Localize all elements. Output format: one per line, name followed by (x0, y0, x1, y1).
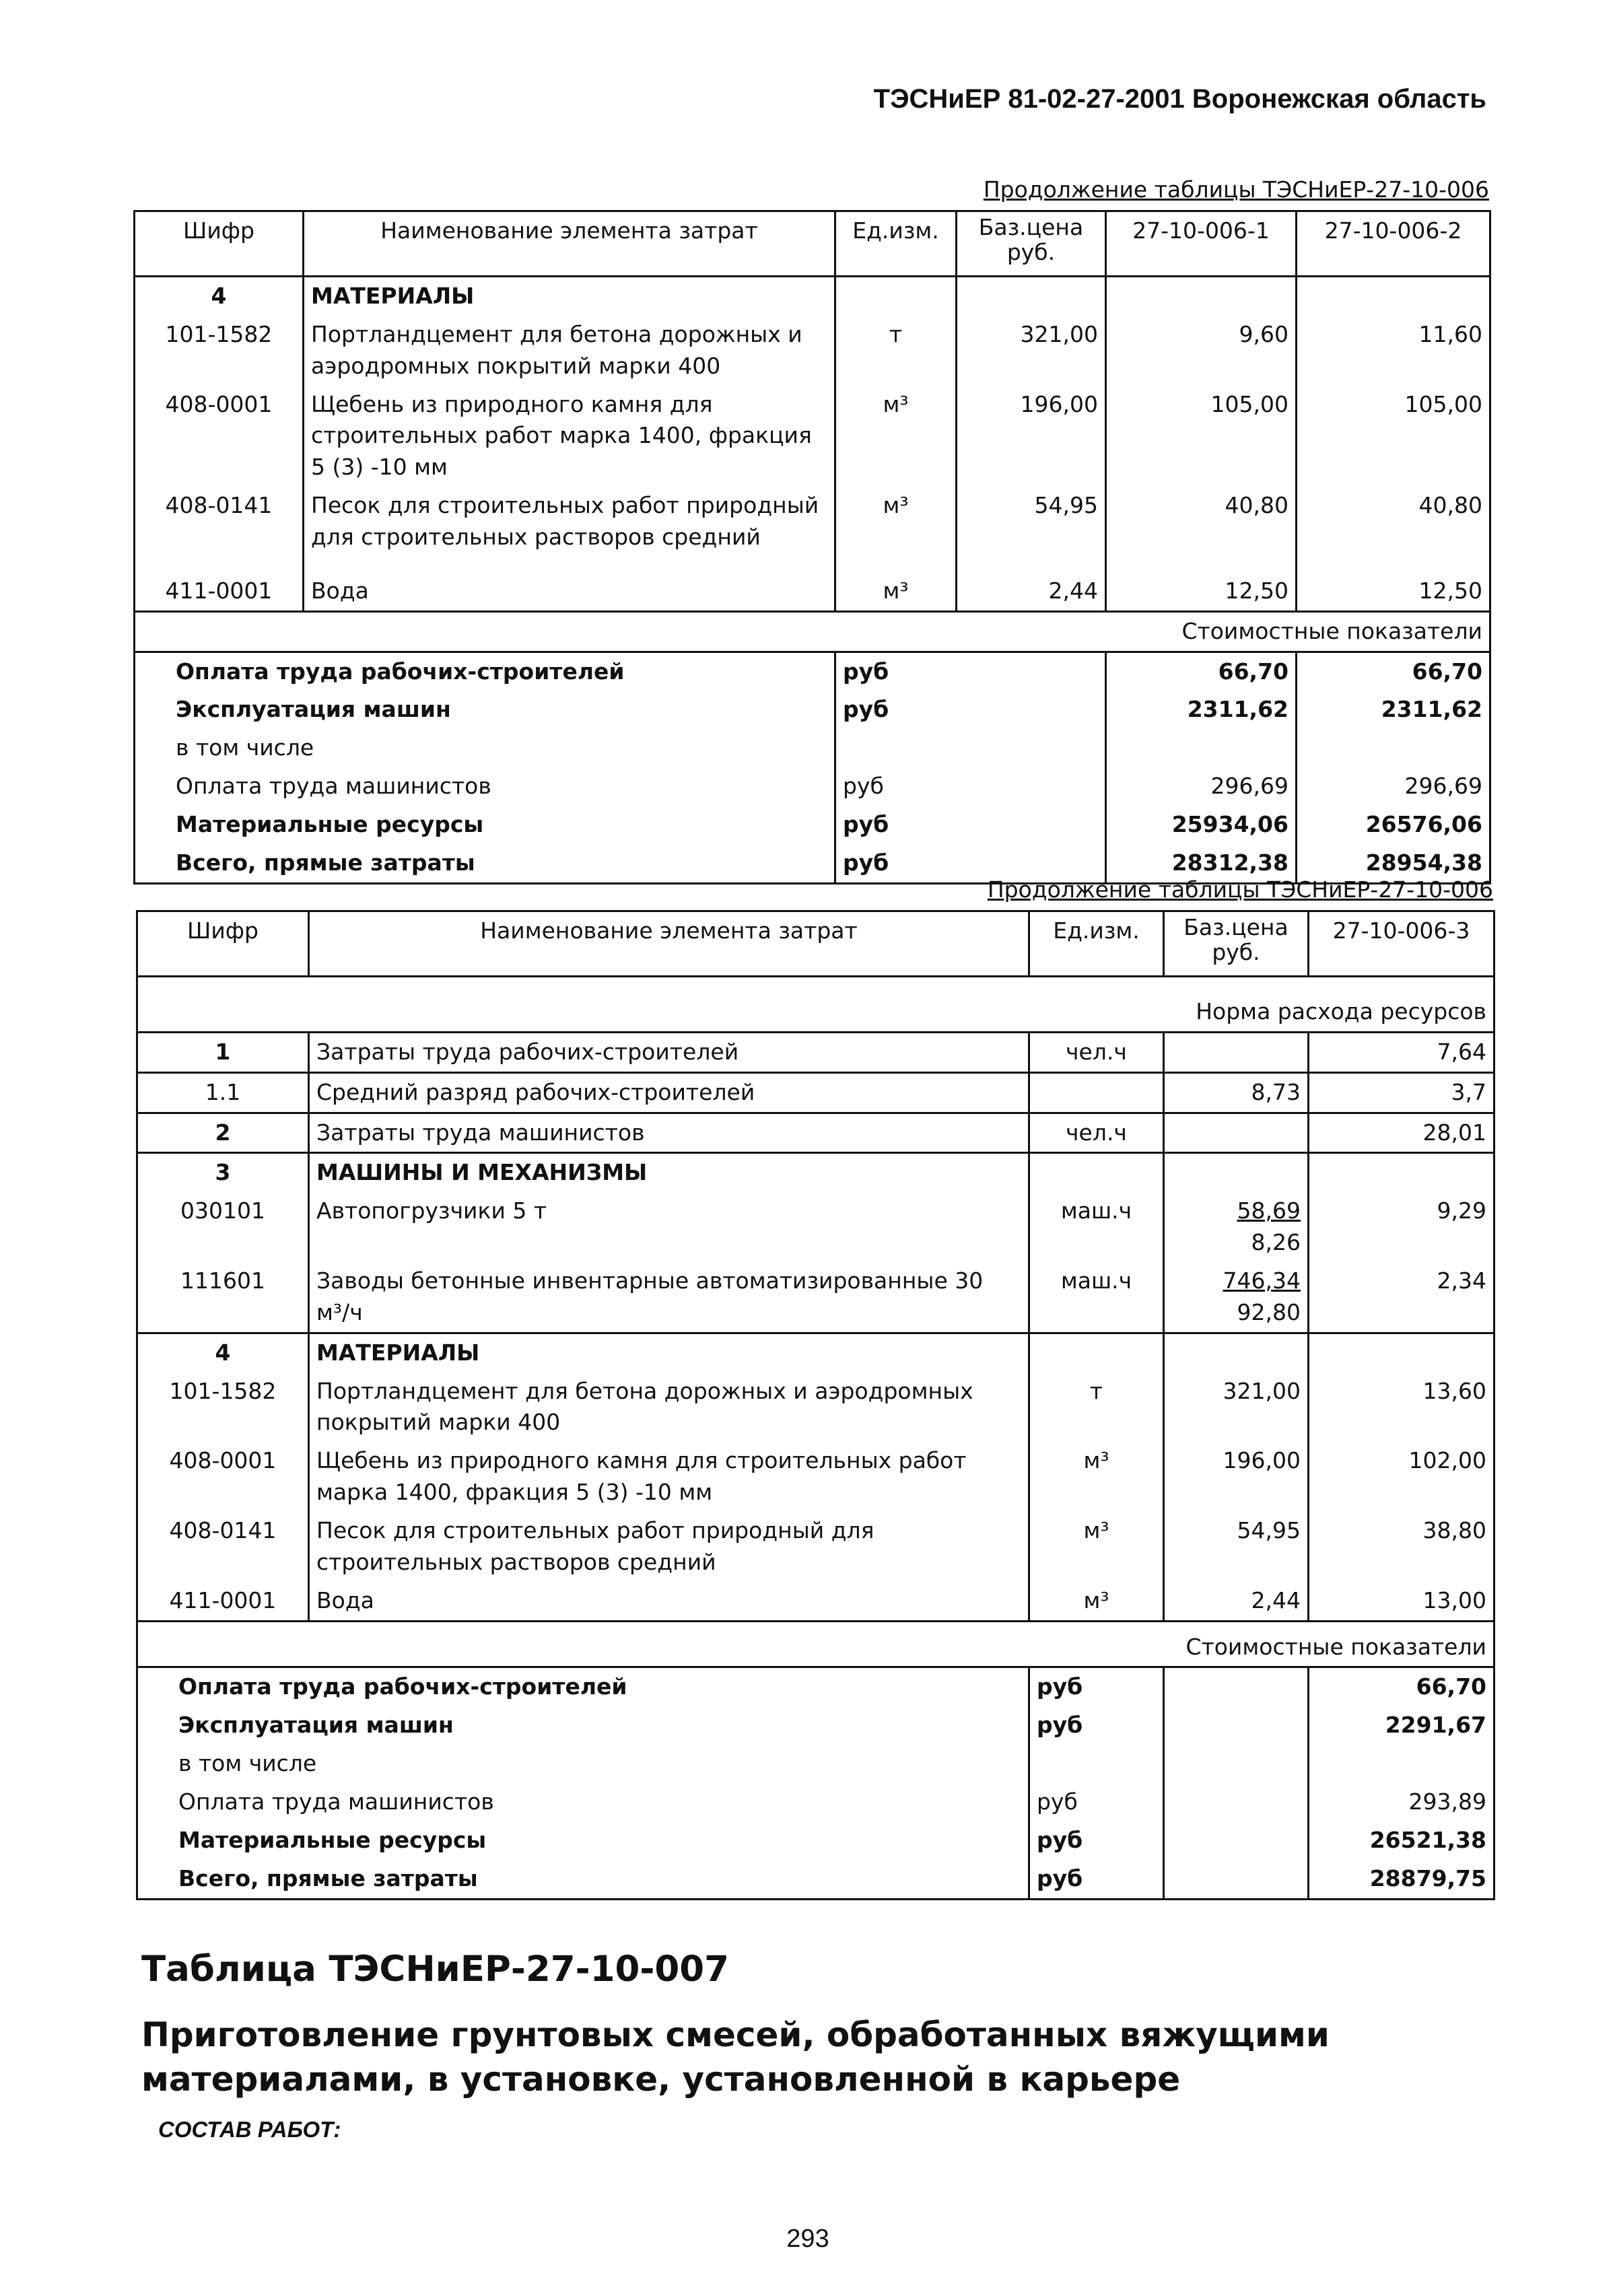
cost-row: в том числе (135, 729, 1490, 767)
price-total: 746,34 (1223, 1267, 1301, 1294)
price-wage: 92,80 (1237, 1298, 1301, 1325)
cost-row: Оплата труда рабочих-строителей руб 66,70 66,70 (135, 652, 1490, 691)
cost-row: Материальные ресурсы руб 25934,06 26576,06 (135, 806, 1490, 844)
section-row: 4 МАТЕРИАЛЫ (137, 1333, 1494, 1372)
table1-caption: Продолжение таблицы ТЭСНиЕР-27-10-006 (983, 176, 1489, 203)
table-subtitle: Приготовление грунтовых смесей, обработанных вяжущими материалами, в установке, установленной в карьере (141, 2015, 1330, 2099)
table1 (133, 210, 1491, 884)
cost-row: Оплата труда рабочих-строителей руб 66,70 (137, 1667, 1494, 1706)
table1-header-row (135, 211, 1490, 277)
table-row: 101-1582 Портландцемент для бетона дорожных и аэродромных покрытий марки 400 т 321,00 13,60 (137, 1372, 1494, 1442)
cost-row: в том числе (137, 1745, 1494, 1783)
section-row: 3 МАШИНЫ И МЕХАНИЗМЫ (137, 1153, 1494, 1192)
table-title: Таблица ТЭСНиЕР-27-10-007 (141, 1949, 729, 1990)
table-row: 408-0141 Песок для строительных работ природный для строительных растворов средний м³ 54,95 38,80 (137, 1512, 1494, 1582)
cost-row: Оплата труда машинистов руб 296,69 296,69 (135, 767, 1490, 806)
col-unit-header: Ед.изм. (1029, 911, 1164, 977)
section-row: 4 МАТЕРИАЛЫ (135, 277, 1490, 316)
cost-row: Всего, прямые затраты руб 28312,38 28954,38 (135, 844, 1490, 883)
col-price-header: Баз.цена руб. (1164, 911, 1309, 977)
table-row: 111601 Заводы бетонные инвентарные автоматизированные 30 м³/ч маш.ч 746,34 92,80 2,34 (137, 1262, 1494, 1333)
price-total: 58,69 (1237, 1197, 1301, 1224)
table-row: 1.1 Средний разряд рабочих-строителей 8,73 3,7 (137, 1072, 1494, 1113)
price-wage: 8,26 (1251, 1229, 1301, 1256)
col-name-header: Наименование элемента затрат (309, 911, 1029, 977)
table-row: 411-0001 Вода м³ 2,44 13,00 (137, 1582, 1494, 1621)
document-header: ТЭСНиЕР 81-02-27-2001 Воронежская область (873, 84, 1486, 114)
table-row: 408-0001 Щебень из природного камня для строительных работ марка 1400, фракция 5 (3) -10 мм м³ 196,00 105,00 105,00 (135, 386, 1490, 487)
norm-header-row: Норма расхода ресурсов (137, 977, 1494, 1033)
work-composition-label: СОСТАВ РАБОТ: (158, 2117, 341, 2142)
table2-header-row (137, 911, 1494, 977)
cost-row: Эксплуатация машин руб 2311,62 2311,62 (135, 691, 1490, 729)
cost-row: Оплата труда машинистов руб 293,89 (137, 1783, 1494, 1821)
col-name-header: Наименование элемента затрат (304, 211, 835, 277)
col-unit-header: Ед.изм. (835, 211, 957, 277)
col-norm3-header: 27-10-006-3 (1309, 911, 1494, 977)
cost-row: Материальные ресурсы руб 26521,38 (137, 1821, 1494, 1860)
col-code-header: Шифр (137, 911, 309, 977)
col-price-header: Баз.цена руб. (957, 211, 1106, 277)
table-row: 1 Затраты труда рабочих-строителей чел.ч 7,64 (137, 1032, 1494, 1072)
table2 (136, 910, 1495, 1900)
table-row: 030101 Автопогрузчики 5 т маш.ч 58,69 8,26 9,29 (137, 1192, 1494, 1262)
table2-caption: Продолжение таблицы ТЭСНиЕР-27-10-006 (987, 876, 1493, 903)
table-row: 408-0141 Песок для строительных работ природный для строительных растворов средний м³ 54,95 40,80 40,80 (135, 487, 1490, 557)
cost-header-row: Стоимостные показатели (137, 1621, 1494, 1667)
col-norm1-header: 27-10-006-1 (1106, 211, 1297, 277)
cost-row: Всего, прямые затраты руб 28879,75 (137, 1860, 1494, 1899)
page-number: 293 (786, 2225, 829, 2253)
col-norm2-header: 27-10-006-2 (1297, 211, 1490, 277)
table-row: 101-1582 Портландцемент для бетона дорожных и аэродромных покрытий марки 400 т 321,00 9,60 11,60 (135, 316, 1490, 386)
table-row: 408-0001 Щебень из природного камня для строительных работ марка 1400, фракция 5 (3) -10 мм м³ 196,00 102,00 (137, 1442, 1494, 1512)
table-row: 411-0001 Вода м³ 2,44 12,50 12,50 (135, 557, 1490, 611)
table-row: 2 Затраты труда машинистов чел.ч 28,01 (137, 1113, 1494, 1153)
cost-header-row: Стоимостные показатели (135, 611, 1490, 652)
cost-row: Эксплуатация машин руб 2291,67 (137, 1706, 1494, 1745)
col-code-header: Шифр (135, 211, 304, 277)
